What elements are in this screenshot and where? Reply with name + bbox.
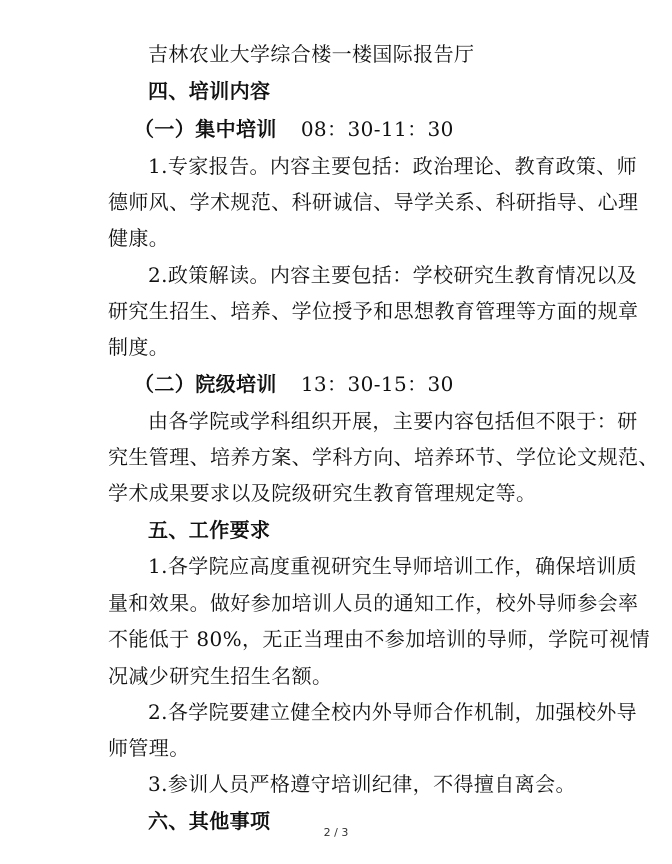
paragraph-2-line-2: 研究生招生、培养、学位授予和思想教育管理等方面的规章 [108, 299, 639, 323]
venue-line: 吉林农业大学综合楼一楼国际报告厅 [148, 42, 475, 66]
paragraph-1-line-1: 1.专家报告。内容主要包括：政治理论、教育政策、师 [148, 154, 638, 178]
paragraph-3-line-1: 由各学院或学科组织开展，主要内容包括但不限于：研 [148, 409, 638, 433]
paragraph-6-line-1: 3.参训人员严格遵守培训纪律，不得擅自离会。 [148, 772, 576, 796]
subsection-4-2-heading [134, 371, 454, 397]
section-6-title: 六、其他事项 [148, 809, 271, 833]
subsection-4-1-time: 08：30-11：30 [300, 117, 454, 141]
paragraph-4-line-2: 量和效果。做好参加培训人员的通知工作，校外导师参会率 [108, 591, 639, 615]
paragraph-2-line-1: 2.政策解读。内容主要包括：学校研究生教育情况以及 [148, 263, 638, 287]
paragraph-3-line-2: 究生管理、培养方案、学科方向、培养环节、学位论文规范、 [108, 445, 659, 469]
section-4-title: 四、培训内容 [148, 79, 271, 103]
paragraph-4-line-3: 不能低于 80%，无正当理由不参加培训的导师，学院可视情 [108, 627, 651, 651]
paragraph-5-line-2: 师管理。 [108, 736, 190, 760]
subsection-4-1-label: （一）集中培训 [134, 117, 277, 141]
paragraph-4-line-4: 况减少研究生招生名额。 [108, 664, 333, 688]
paragraph-2-line-3: 制度。 [108, 335, 170, 359]
page-number: 2 / 3 [323, 826, 349, 839]
paragraph-5-line-1: 2.各学院要建立健全校内外导师合作机制，加强校外导 [148, 700, 638, 724]
subsection-4-2-label: （二）院级培训 [134, 372, 277, 396]
paragraph-4-line-1: 1.各学院应高度重视研究生导师培训工作，确保培训质 [148, 554, 638, 578]
paragraph-1-line-2: 德师风、学术规范、科研诚信、导学关系、科研指导、心理 [108, 190, 639, 214]
subsection-4-2-time: 13：30-15：30 [300, 372, 454, 396]
paragraph-3-line-3: 学术成果要求以及院级研究生教育管理规定等。 [108, 481, 537, 505]
paragraph-1-line-3: 健康。 [108, 226, 170, 250]
section-5-title: 五、工作要求 [148, 518, 271, 542]
subsection-4-1-heading [134, 116, 454, 142]
